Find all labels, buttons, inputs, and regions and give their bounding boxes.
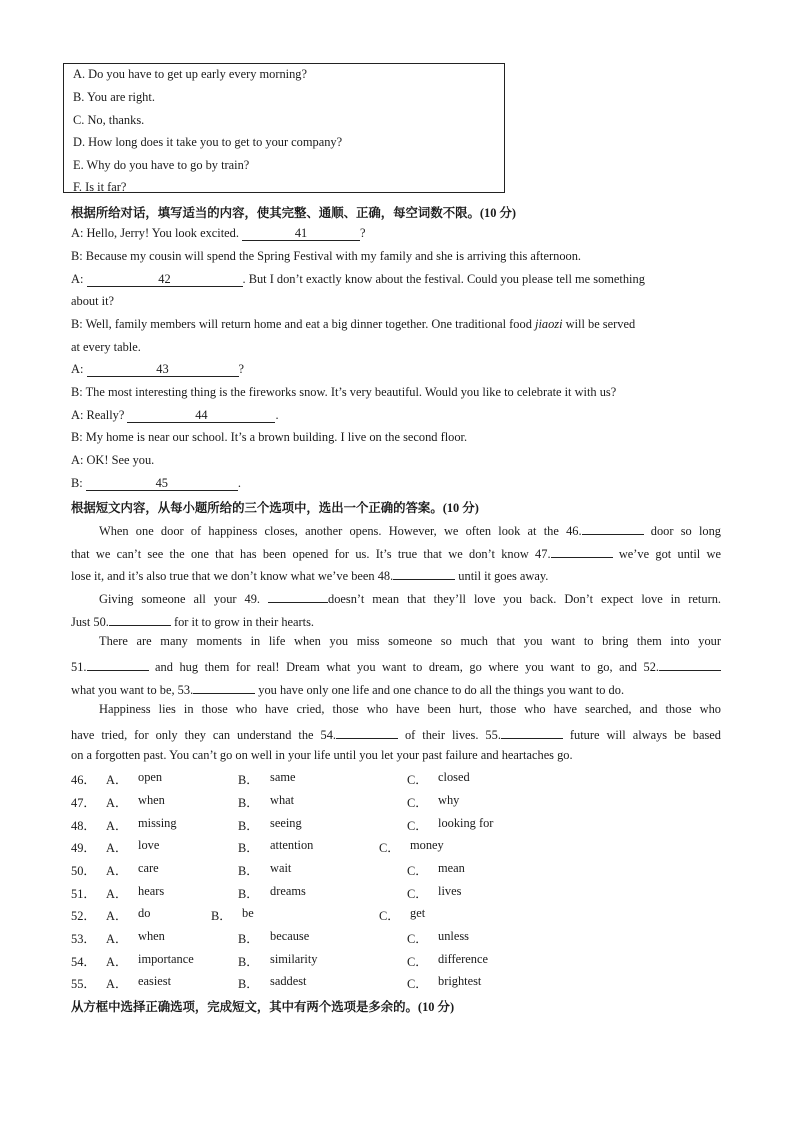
blank-52[interactable] <box>659 657 721 671</box>
option-text[interactable]: similarity <box>270 952 318 966</box>
choices-box <box>63 63 505 193</box>
option-text[interactable]: do <box>138 906 151 920</box>
dialogue-line-1: A: Hello, Jerry! You look excited. 41 ? <box>71 226 366 240</box>
option-text[interactable]: difference <box>438 952 488 966</box>
dialogue-line-11: A: OK! See you. <box>71 453 155 467</box>
dialogue-line-4: about it? <box>71 294 115 308</box>
choice-e: E. Why do you have to go by train? <box>73 158 250 172</box>
blank-54[interactable] <box>336 725 398 739</box>
cloze-p1-line-3: lose it, and it’s also true that we don’t know what we’ve been 48. until it goes away. <box>71 566 548 584</box>
choice-b: B. You are right. <box>73 90 155 104</box>
blank-55[interactable] <box>501 725 563 739</box>
option-text[interactable]: dreams <box>270 884 306 898</box>
blank-46[interactable] <box>582 521 644 535</box>
option-text[interactable]: mean <box>438 861 465 875</box>
cloze-p2-line-1: Giving someone all your 49. doesn’t mean that they’ll love you back. Don’t expect love in return. <box>71 589 721 607</box>
option-text[interactable]: unless <box>438 929 469 943</box>
blank-53[interactable] <box>193 680 255 694</box>
blank-47[interactable] <box>551 544 613 558</box>
choice-c: C. No, thanks. <box>73 113 145 127</box>
blank-51[interactable] <box>87 657 149 671</box>
cloze-p3-line-3: what you want to be, 53. you have only one life and one chance to do all the things you want to do. <box>71 680 624 698</box>
option-text[interactable]: easiest <box>138 974 172 988</box>
dialogue-line-3: A: 42 . But I don’t exactly know about the festival. Could you please tell me something <box>71 272 645 286</box>
option-text[interactable]: be <box>242 906 254 920</box>
option-text[interactable]: looking for <box>438 816 494 830</box>
option-text[interactable]: love <box>138 838 160 852</box>
option-text[interactable]: attention <box>270 838 314 852</box>
cloze-p2-line-2: Just 50. for it to grow in their hearts. <box>71 612 314 630</box>
option-text[interactable]: importance <box>138 952 194 966</box>
cloze-p4-line-1: Happiness lies in those who have cried, those who have been hurt, those who have searched, and those who <box>99 702 721 716</box>
option-text[interactable]: when <box>138 793 165 807</box>
option-text[interactable]: wait <box>270 861 292 875</box>
cloze-p4-line-3: on a forgotten past. You can’t go on well in your life until you let your past failure and heartaches go. <box>71 748 573 762</box>
cloze-p1-line-2: that we can’t see the one that has been opened for us. It’s true that we don’t know 47. we’ve got until we <box>71 544 721 562</box>
blank-45[interactable]: 45 <box>86 477 238 491</box>
option-text[interactable]: because <box>270 929 310 943</box>
dialogue-line-9: A: Really? 44 . <box>71 408 279 422</box>
blank-49[interactable] <box>268 589 328 603</box>
cloze-p3-line-1: There are many moments in life when you miss someone so much that you want to bring them into your <box>99 634 721 648</box>
choice-f: F. Is it far? <box>73 180 127 194</box>
option-text[interactable]: seeing <box>270 816 302 830</box>
blank-43[interactable]: 43 <box>87 363 239 377</box>
cloze-p4-line-2: have tried, for only they can understand the 54. of their lives. 55. future will always be based <box>71 725 721 743</box>
dialogue-line-2: B: Because my cousin will spend the Spring Festival with my family and she is arriving this afternoon. <box>71 249 582 263</box>
option-text[interactable]: closed <box>438 770 470 784</box>
option-text[interactable]: why <box>438 793 460 807</box>
option-text[interactable]: open <box>138 770 163 784</box>
blank-44[interactable]: 44 <box>127 409 275 423</box>
option-text[interactable]: saddest <box>270 974 307 988</box>
cloze-p3-line-2: 51. and hug them for real! Dream what you want to dream, go where you want to go, and 52. <box>71 657 721 675</box>
option-text[interactable]: care <box>138 861 159 875</box>
dialogue-line-12: B: 45 . <box>71 476 241 490</box>
choice-d: D. How long does it take you to get to your company? <box>73 135 343 149</box>
dialogue-line-7: A: 43 ? <box>71 362 244 376</box>
option-text[interactable]: get <box>410 906 426 920</box>
blank-48[interactable] <box>393 566 455 580</box>
dialogue-line-8: B: The most interesting thing is the fireworks snow. It’s very beautiful. Would you like to celebrate it with us? <box>71 385 617 399</box>
next-section-heading: 从方框中选择正确选项，完成短文，其中有两个选项是多余的。(10 分) <box>71 1000 455 1014</box>
option-text[interactable]: brightest <box>438 974 482 988</box>
option-text[interactable]: hears <box>138 884 165 898</box>
option-text[interactable]: money <box>410 838 444 852</box>
cloze-p1-line-1: When one door of happiness closes, another opens. However, we often look at the 46. door so long <box>71 521 721 539</box>
option-text[interactable]: when <box>138 929 165 943</box>
blank-50[interactable] <box>109 612 171 626</box>
dialogue-line-6: at every table. <box>71 340 141 354</box>
option-text[interactable]: missing <box>138 816 177 830</box>
blank-41[interactable]: 41 <box>242 227 360 241</box>
dialogue-line-5: B: Well, family members will return home and eat a big dinner together. One traditional food jiaozi will be served <box>71 317 636 331</box>
dialogue-line-10: B: My home is near our school. It’s a brown building. I live on the second floor. <box>71 430 468 444</box>
option-text[interactable]: what <box>270 793 295 807</box>
option-text[interactable]: same <box>270 770 296 784</box>
dialogue-heading: 根据所给对话，填写适当的内容，使其完整、通顺、正确，每空词数不限。(10 分) <box>71 206 517 220</box>
option-text[interactable]: lives <box>438 884 462 898</box>
blank-42[interactable]: 42 <box>87 273 243 287</box>
cloze-heading: 根据短文内容，从每小题所给的三个选项中，选出一个正确的答案。(10 分) <box>71 501 479 515</box>
choice-a: A. Do you have to get up early every morning? <box>73 67 307 81</box>
